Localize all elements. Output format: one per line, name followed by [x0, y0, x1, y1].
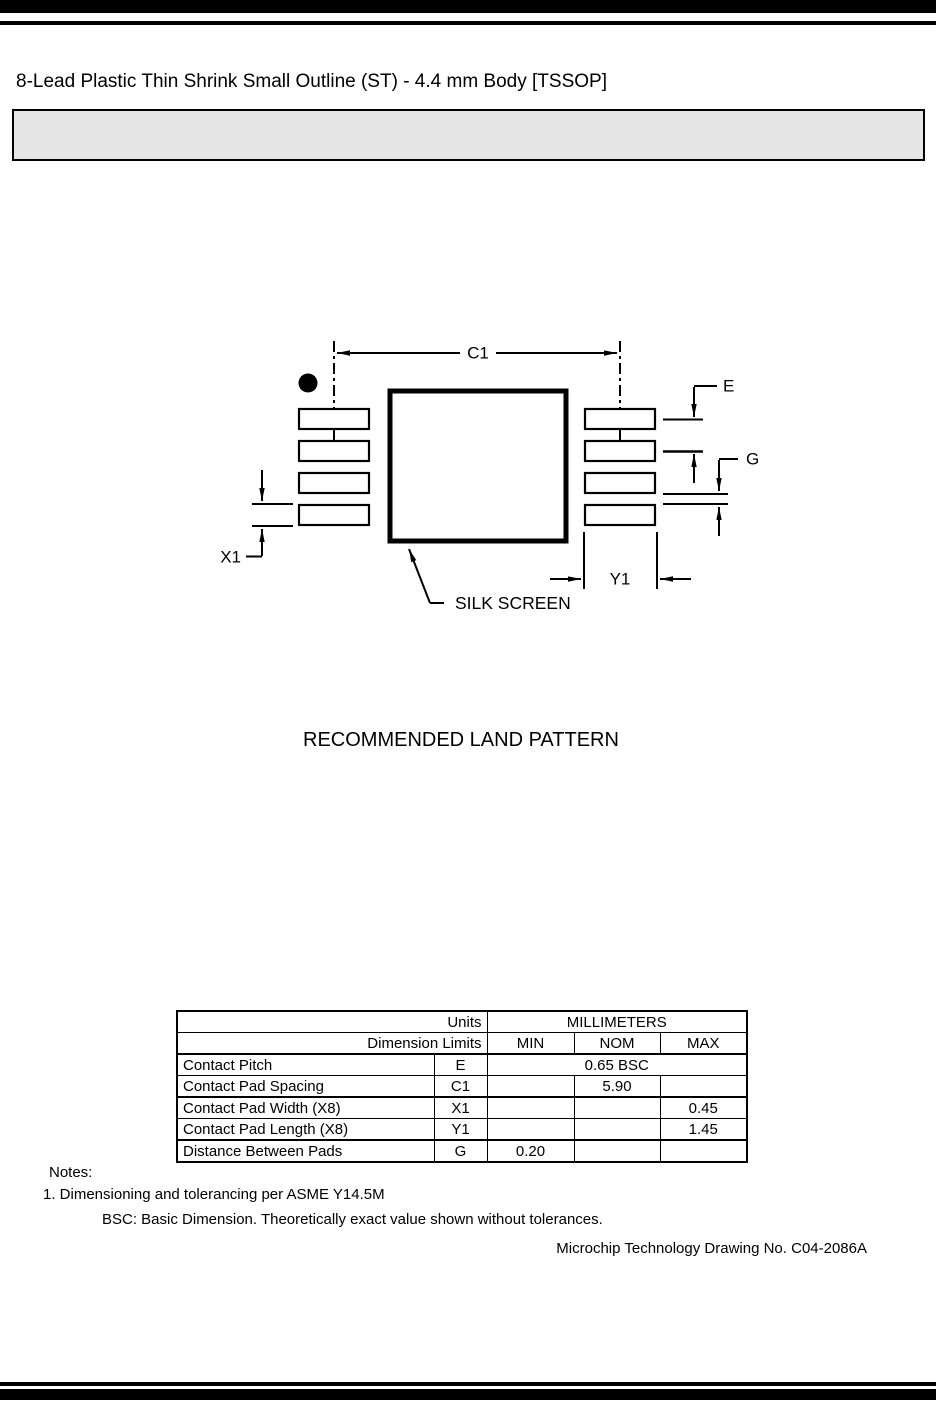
- note-item-1: 1. Dimensioning and tolerancing per ASME Y14.5M: [43, 1186, 385, 1203]
- top-rule-thin: [0, 21, 936, 25]
- c1-label: C1: [467, 343, 489, 363]
- max-header-cell: MAX: [660, 1033, 747, 1055]
- dim-max: [660, 1140, 747, 1162]
- dim-symbol: C1: [434, 1076, 487, 1098]
- table-row-pad-length: [177, 1119, 747, 1141]
- units-label-cell: Units: [177, 1011, 487, 1033]
- x1-label: X1: [220, 547, 241, 567]
- limits-label-cell: Dimension Limits: [177, 1033, 487, 1055]
- dimensions-table-wrap: [176, 1010, 748, 1163]
- dim-nom: [574, 1119, 660, 1141]
- g-dimension: [663, 459, 738, 536]
- table-row-contact-pitch: [177, 1054, 747, 1076]
- dim-name: Distance Between Pads: [177, 1140, 434, 1162]
- pad-left-2: [299, 441, 369, 461]
- table-row-limits: [177, 1033, 747, 1055]
- bottom-rule-thin: [0, 1382, 936, 1386]
- x1-dimension: [246, 470, 293, 557]
- pad-right-4: [585, 505, 655, 525]
- dim-symbol: G: [434, 1140, 487, 1162]
- dim-max: 1.45: [660, 1119, 747, 1141]
- land-pattern-drawing: [200, 330, 780, 620]
- g-label: G: [746, 449, 760, 469]
- dim-nom: [574, 1140, 660, 1162]
- pad-right-1: [585, 409, 655, 429]
- dim-min: [487, 1076, 574, 1098]
- pad-left-3: [299, 473, 369, 493]
- dim-symbol: X1: [434, 1097, 487, 1119]
- land-pattern-caption: RECOMMENDED LAND PATTERN: [303, 729, 619, 751]
- e-label: E: [723, 376, 735, 396]
- dim-min: 0.20: [487, 1140, 574, 1162]
- dim-max: 0.45: [660, 1097, 747, 1119]
- dim-name: Contact Pad Length (X8): [177, 1119, 434, 1141]
- dim-symbol: Y1: [434, 1119, 487, 1141]
- dim-min: [487, 1097, 574, 1119]
- drawing-number: Microchip Technology Drawing No. C04-2086A: [556, 1240, 867, 1257]
- dim-name: Contact Pad Width (X8): [177, 1097, 434, 1119]
- dim-name: Contact Pitch: [177, 1054, 434, 1076]
- pad-left-1: [299, 409, 369, 429]
- silkscreen-outline: [390, 391, 566, 541]
- pad-right-3: [585, 473, 655, 493]
- pad-right-2: [585, 441, 655, 461]
- pin1-dot: [299, 374, 318, 393]
- silkscreen-label: SILK SCREEN: [455, 593, 571, 613]
- e-dimension: [663, 386, 717, 483]
- pad-left-4: [299, 505, 369, 525]
- y1-label: Y1: [609, 569, 631, 589]
- placeholder-box: [12, 109, 925, 161]
- dim-max: [660, 1076, 747, 1098]
- dim-nom: [574, 1097, 660, 1119]
- table-row-distance-between-pads: [177, 1140, 747, 1162]
- bottom-rule-thick: [0, 1389, 936, 1400]
- dim-name: Contact Pad Spacing: [177, 1076, 434, 1098]
- dim-span-value: 0.65 BSC: [487, 1054, 747, 1076]
- page-title: 8-Lead Plastic Thin Shrink Small Outline (ST) - 4.4 mm Body [TSSOP]: [16, 71, 607, 92]
- table-row-units: [177, 1011, 747, 1033]
- top-rule-thick: [0, 0, 936, 13]
- dimensions-table: [176, 1010, 748, 1163]
- dim-symbol: E: [434, 1054, 487, 1076]
- dim-min: [487, 1119, 574, 1141]
- note-item-2: BSC: Basic Dimension. Theoretically exact value shown without tolerances.: [102, 1211, 603, 1228]
- min-header-cell: MIN: [487, 1033, 574, 1055]
- units-value-cell: MILLIMETERS: [487, 1011, 747, 1033]
- dim-nom: 5.90: [574, 1076, 660, 1098]
- nom-header-cell: NOM: [574, 1033, 660, 1055]
- table-row-pad-spacing: [177, 1076, 747, 1098]
- silkscreen-callout: [409, 549, 444, 603]
- table-row-pad-width: [177, 1097, 747, 1119]
- notes-heading: Notes:: [49, 1164, 93, 1181]
